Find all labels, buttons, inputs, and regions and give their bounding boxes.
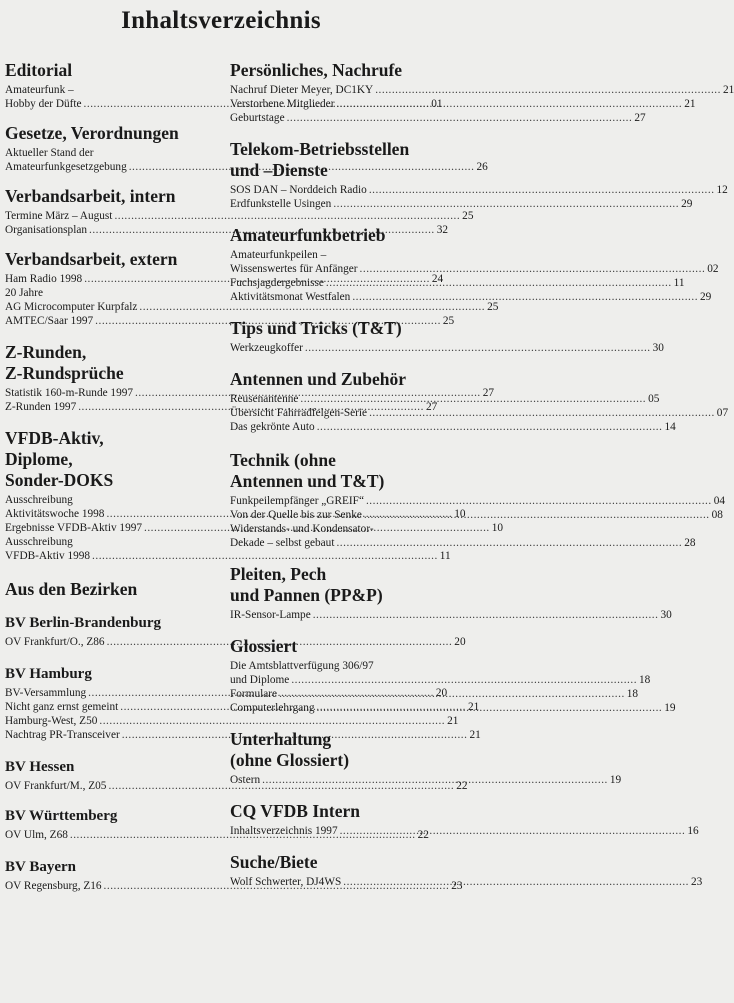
- toc-entry: [230, 406, 729, 420]
- entry-title: Aktivitätswoche 1998: [5, 508, 105, 520]
- page-number: 16: [687, 825, 699, 837]
- entry-title: Amateurfunkgesetzgebung: [5, 161, 127, 173]
- page-number: 19: [664, 702, 676, 714]
- page-number: 12: [716, 184, 728, 196]
- section-heading: Suche/Biete: [230, 852, 318, 872]
- dot-leader: [343, 875, 689, 889]
- dot-leader: [313, 608, 659, 622]
- section-heading: BV Hessen: [5, 759, 75, 775]
- entry-title: Wissenswertes für Anfänger: [230, 263, 358, 275]
- entry-title: Erdfunkstelle Usingen: [230, 198, 332, 210]
- dot-leader: [369, 406, 715, 420]
- toc-entry: [230, 494, 725, 508]
- section-heading: BV Berlin-Brandenburg: [5, 615, 161, 631]
- toc-entry: [230, 197, 693, 211]
- page-number: 11: [673, 277, 685, 289]
- page-number: 21: [684, 98, 696, 110]
- page-number: 29: [700, 291, 712, 303]
- toc-section: [230, 801, 699, 838]
- page-number: 01: [431, 98, 443, 110]
- page-number: 25: [442, 315, 455, 327]
- toc-entry: [230, 824, 699, 838]
- section-heading: Antennen und Zubehör: [230, 369, 407, 389]
- page-number: 29: [681, 198, 693, 210]
- page-number: 10: [454, 508, 466, 520]
- toc-entry: [230, 183, 728, 197]
- entry-title: Termine März – August: [5, 210, 113, 222]
- dot-leader: [287, 111, 633, 125]
- page-number: 04: [713, 495, 725, 507]
- entry-title: Hobby der Düfte: [5, 98, 82, 110]
- page-number: 28: [684, 537, 696, 549]
- dot-leader: [279, 687, 625, 701]
- entry-line: Aktueller Stand der: [5, 147, 94, 159]
- section-heading: CQ VFDB Intern: [230, 801, 360, 821]
- page-number: 20: [435, 687, 448, 699]
- page-number: 25: [462, 210, 474, 222]
- entry-title: Z-Runden 1997: [5, 401, 77, 413]
- toc-entry: [5, 300, 499, 314]
- entry-line: Widerstands- und Kondensator-: [230, 523, 374, 535]
- page-number: 21: [447, 715, 459, 727]
- page-number: 07: [716, 407, 729, 419]
- page-number: 08: [711, 509, 723, 521]
- page-number: 21: [467, 701, 480, 713]
- dot-leader: [366, 494, 712, 508]
- page-number: 30: [652, 342, 664, 354]
- section-heading: Unterhaltung (ohne Glossiert): [230, 729, 350, 770]
- page-number: 25: [487, 301, 499, 313]
- page-number: 23: [451, 880, 463, 892]
- entry-line: Ausschreibung: [5, 494, 73, 506]
- entry-title: Nachruf Dieter Meyer, DC1KY: [230, 84, 374, 96]
- section-heading: BV Bayern: [5, 859, 76, 875]
- section-heading: Glossiert: [230, 636, 298, 656]
- toc-section: [230, 564, 672, 622]
- entry-title: Organisationsplan: [5, 224, 87, 236]
- entry-title: Wolf Schwerter, DJ4WS: [230, 876, 342, 888]
- entry-title: Von der Quelle bis zur Senke: [230, 509, 362, 521]
- page-number: 20: [454, 636, 466, 648]
- entry-line: Die Amtsblattverfügung 306/97: [230, 660, 374, 672]
- section-heading: Verbandsarbeit, intern: [5, 186, 176, 206]
- page-number: 14: [664, 421, 676, 433]
- toc-entry: [230, 262, 719, 276]
- entry-title: Werkzeugkoffer: [230, 342, 303, 354]
- toc-entry: [5, 714, 459, 728]
- toc-entry: [230, 673, 651, 687]
- page-number: 11: [439, 550, 451, 562]
- entry-title: OV Ulm, Z68: [5, 829, 68, 841]
- toc-entry: [230, 290, 712, 304]
- page-title: Inhaltsverzeichnis: [121, 7, 321, 34]
- page-number: 26: [476, 161, 488, 173]
- toc-entry: [5, 728, 481, 742]
- entry-title: Dekade – selbst gebaut: [230, 537, 335, 549]
- dot-leader: [369, 183, 715, 197]
- entry-title: AG Microcomputer Kurpfalz: [5, 301, 138, 313]
- section-heading: Telekom-Betriebsstellen und –Dienste: [230, 139, 410, 180]
- toc-entry: [230, 875, 703, 889]
- toc-entry: [230, 420, 676, 434]
- section-heading: VFDB-Aktiv, Diplome, Sonder-DOKS: [5, 428, 114, 490]
- entry-title: BV-Versammlung: [5, 687, 87, 699]
- entry-title: Übersicht Fahrradfelgen-Serie: [230, 407, 368, 419]
- dot-leader: [317, 420, 663, 434]
- page-number: 22: [456, 780, 468, 792]
- dot-leader: [317, 701, 663, 715]
- section-heading: Gesetze, Verordnungen: [5, 123, 179, 143]
- entry-title: Computerlehrgang: [230, 702, 315, 714]
- toc-entry: [230, 608, 672, 622]
- page-number: 24: [431, 273, 444, 285]
- page-number: 05: [648, 393, 660, 405]
- toc-section: [230, 852, 703, 889]
- entry-title: OV Frankfurt/O., Z86: [5, 636, 105, 648]
- section-heading: Editorial: [5, 60, 73, 80]
- toc-section: [230, 60, 734, 125]
- page-number: 21: [469, 729, 481, 741]
- entry-title: und Diplome: [230, 674, 290, 686]
- dot-leader: [305, 341, 651, 355]
- dot-leader: [291, 673, 637, 687]
- section-heading: Verbandsarbeit, extern: [5, 249, 178, 269]
- section-heading: Pleiten, Pech und Pannen (PP&P): [230, 564, 383, 605]
- dot-leader: [340, 824, 686, 838]
- section-heading: Persönliches, Nachrufe: [230, 60, 403, 80]
- section-heading: Technik (ohne Antennen und T&T): [230, 450, 385, 491]
- toc-entry: [230, 111, 646, 125]
- dot-leader: [326, 276, 672, 290]
- entry-title: VFDB-Aktiv 1998: [5, 550, 91, 562]
- section-heading: BV Württemberg: [5, 808, 118, 824]
- entry-title: Das gekrönte Auto: [230, 421, 315, 433]
- page-number: 10: [491, 522, 504, 534]
- page-number: 02: [707, 263, 719, 275]
- dot-leader: [336, 536, 682, 550]
- entry-title: SOS DAN – Norddeich Radio: [230, 184, 367, 196]
- dot-leader: [375, 83, 721, 97]
- toc-entry: [230, 83, 734, 97]
- entry-title: Aktivitätsmonat Westfalen: [230, 291, 351, 303]
- entry-title: AMTEC/Saar 1997: [5, 315, 94, 327]
- section-heading: Amateurfunkbetrieb: [230, 225, 386, 245]
- entry-title: Ostern: [230, 774, 261, 786]
- page-number: 30: [660, 609, 672, 621]
- dot-leader: [352, 290, 698, 304]
- entry-line: 20 Jahre: [5, 287, 43, 299]
- entry-title: Nicht ganz ernst gemeint: [5, 701, 119, 713]
- entry-title: IR-Sensor-Lampe: [230, 609, 311, 621]
- entry-title: Inhaltsverzeichnis 1997: [230, 825, 338, 837]
- dot-leader: [300, 392, 646, 406]
- toc-entry: [230, 97, 696, 111]
- entry-line: Amateurfunk –: [5, 84, 74, 96]
- page-number: 22: [417, 829, 429, 841]
- section-heading: BV Hamburg: [5, 666, 92, 682]
- page-number: 23: [691, 876, 703, 888]
- section-heading: Tips und Tricks (T&T): [230, 318, 402, 338]
- entry-title: OV Frankfurt/M., Z05: [5, 780, 107, 792]
- toc-entry: [230, 536, 696, 550]
- entry-title: Verstorbene Mitglieder: [230, 98, 335, 110]
- page-number: 19: [609, 774, 622, 786]
- page-number: 21: [722, 84, 734, 96]
- page-number: 18: [639, 674, 651, 686]
- entry-title: Geburtstage: [230, 112, 285, 124]
- entry-title: OV Regensburg, Z16: [5, 880, 102, 892]
- entry-title: Formulare: [230, 688, 278, 700]
- page-number: 32: [436, 224, 449, 236]
- dot-leader: [364, 508, 710, 522]
- entry-title: Nachtrag PR-Transceiver: [5, 729, 120, 741]
- dot-leader: [262, 773, 608, 787]
- toc-entry: [5, 209, 474, 223]
- page-number: 27: [634, 112, 646, 124]
- section-heading: Aus den Bezirken: [5, 579, 138, 599]
- toc-entry: [5, 160, 488, 174]
- section-heading: Z-Runden, Z-Rundsprüche: [5, 342, 124, 383]
- entry-title: Ham Radio 1998: [5, 273, 83, 285]
- entry-title: Funkpeilempfänger „GREIF“: [230, 495, 364, 507]
- entry-title: Fuchsjagdergebnisse: [230, 277, 324, 289]
- toc-section: [5, 579, 215, 600]
- entry-title: Hamburg-West, Z50: [5, 715, 98, 727]
- dot-leader: [360, 262, 706, 276]
- entry-line: Ausschreibung: [5, 536, 73, 548]
- entry-line: Amateurfunkpeilen –: [230, 249, 327, 261]
- page-number: 27: [482, 387, 495, 399]
- toc-entry: [5, 549, 451, 563]
- entry-title: Reusenantenne: [230, 393, 299, 405]
- entry-title: Statistik 160-m-Runde 1997: [5, 387, 134, 399]
- page-number: 27: [425, 401, 438, 413]
- dot-leader: [333, 197, 679, 211]
- entry-title: Ergebnisse VFDB-Aktiv 1997: [5, 522, 143, 534]
- page-number: 18: [626, 688, 639, 700]
- dot-leader: [336, 97, 682, 111]
- toc-entry: [230, 341, 664, 355]
